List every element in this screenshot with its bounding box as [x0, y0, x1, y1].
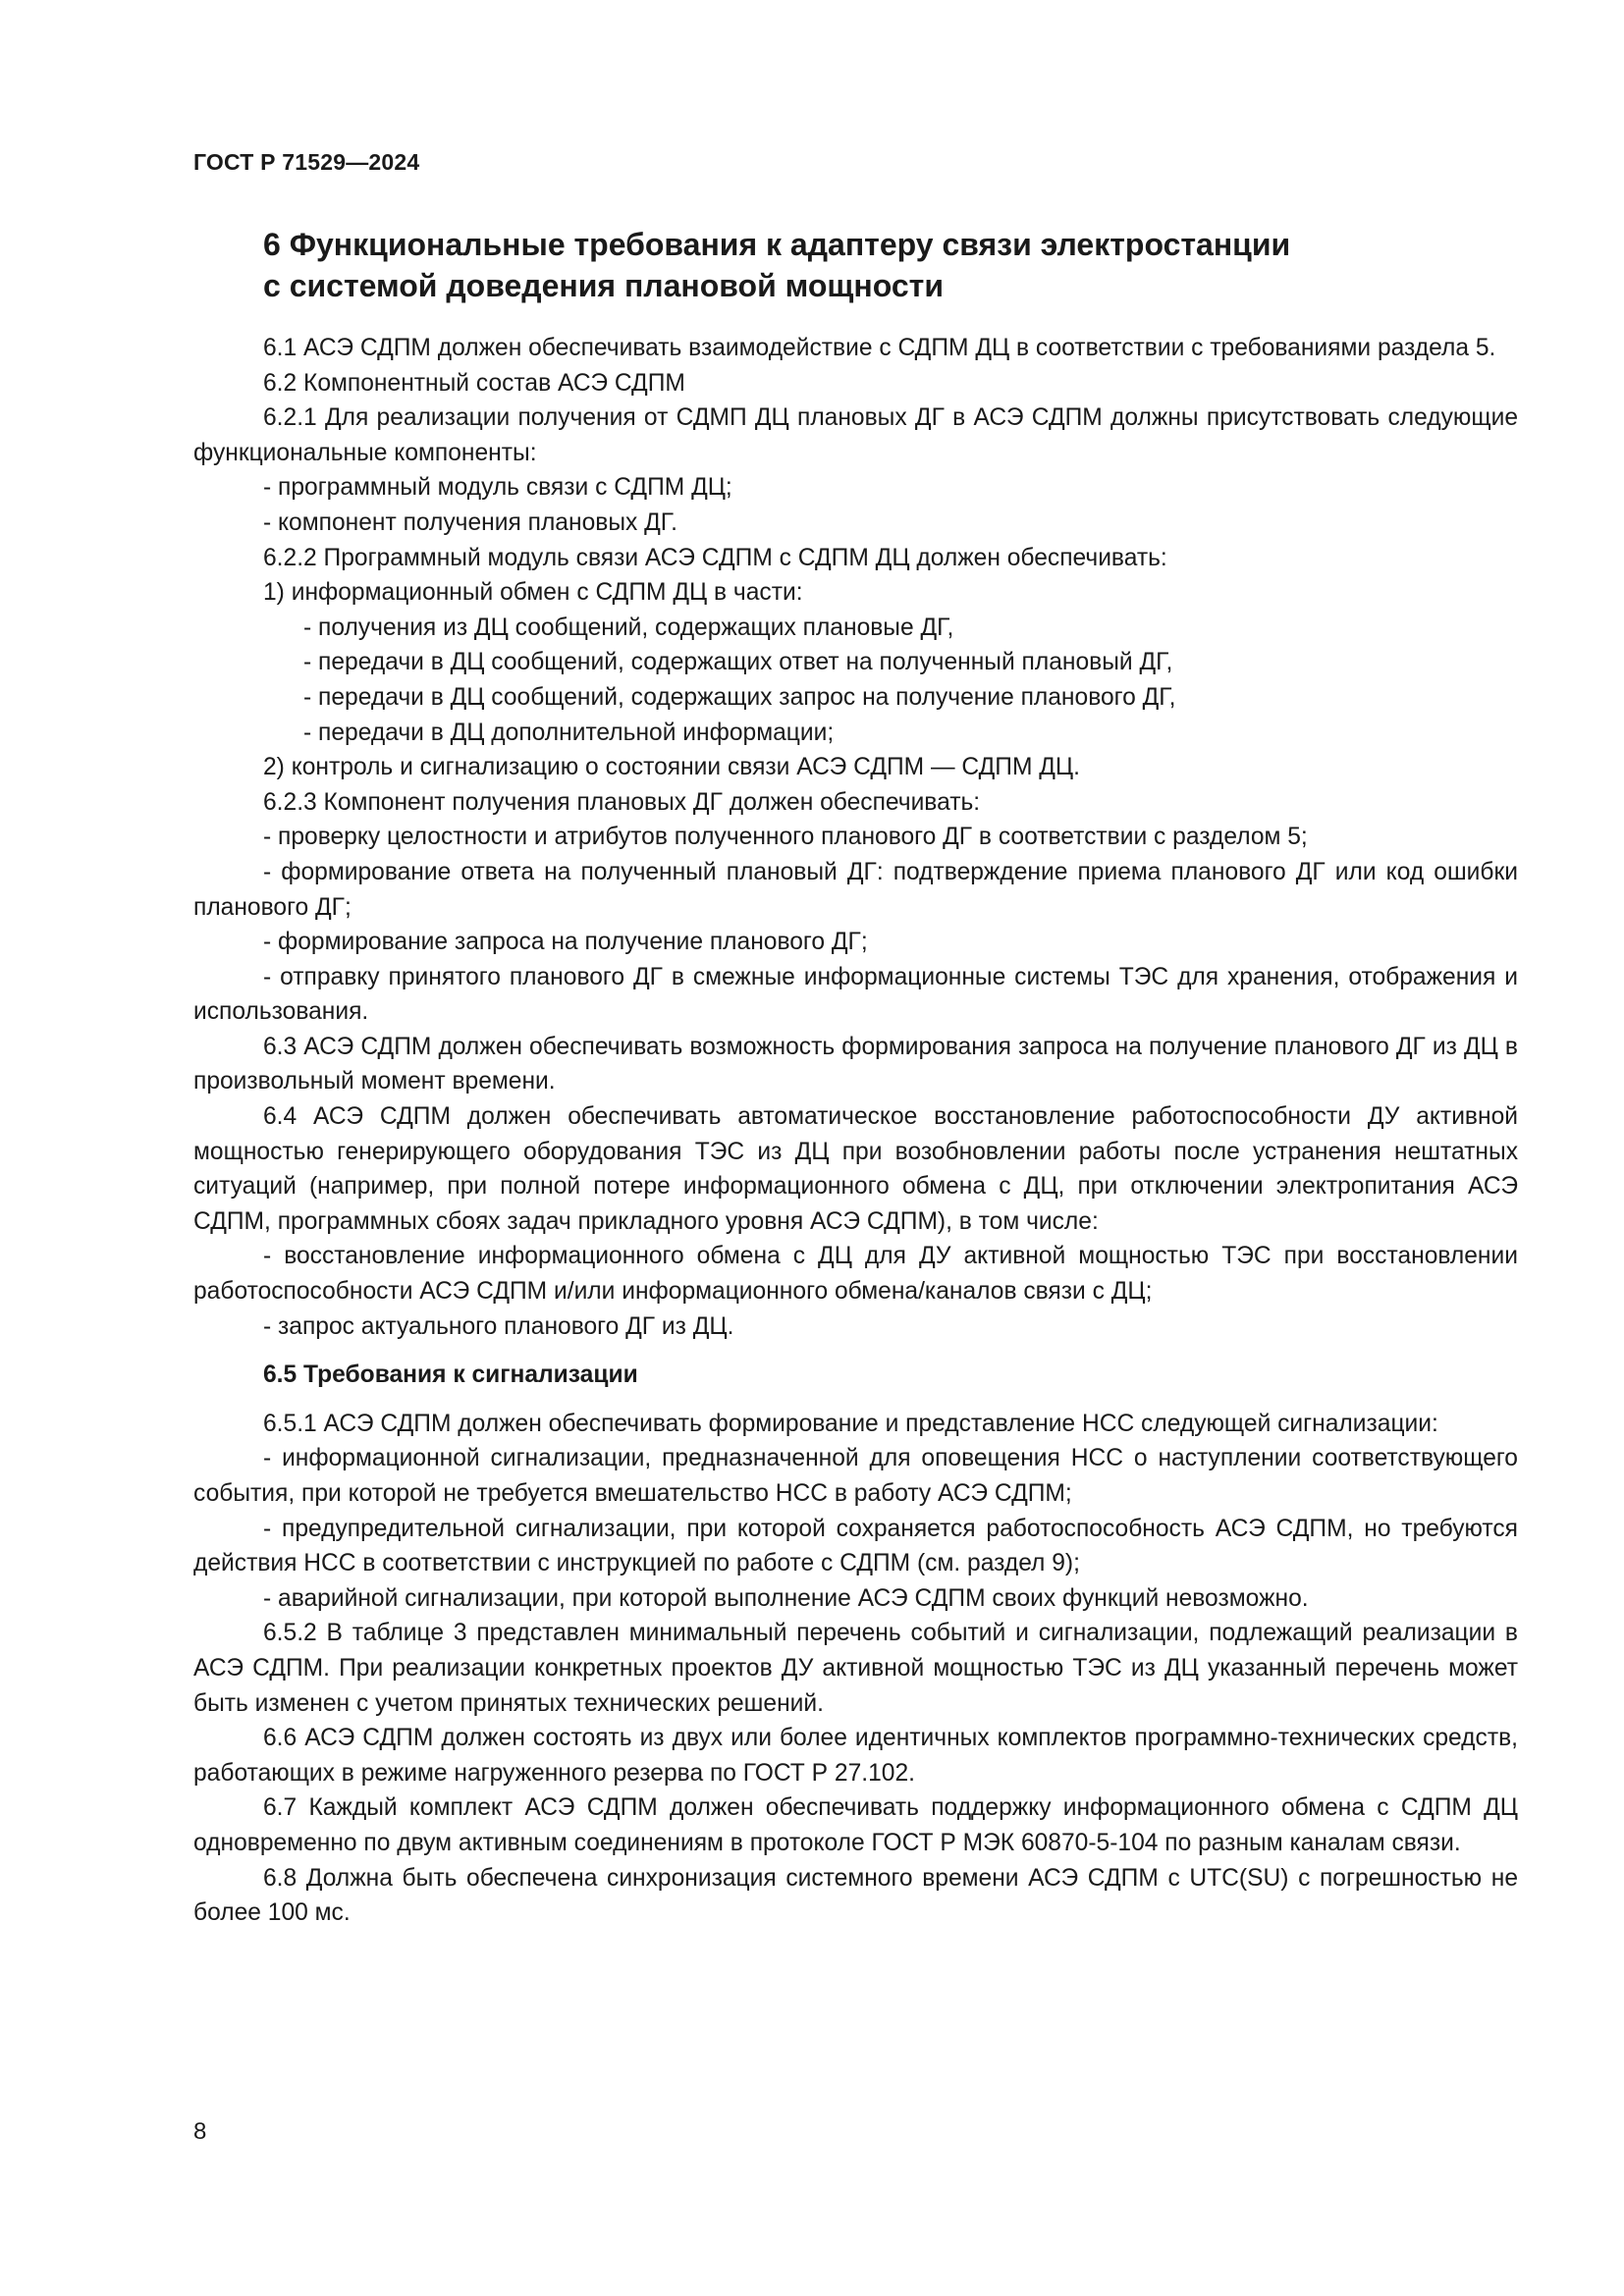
- list-item: - предупредительной сигнализации, при которой сохраняется работоспособность АСЭ СДПМ, но требуются действия НСС в соответствии с инструкцией по работе с СДПМ (см. раздел 9);: [193, 1515, 1518, 1577]
- paragraph-6-5-2: 6.5.2 В таблице 3 представлен минимальный перечень событий и сигнализации, подлежащий реализации в АСЭ СДПМ. При реализации конкретных проектов ДУ активной мощностью ТЭС из ДЦ указанный перечень может быть изменен с учетом принятых технических решений.: [193, 1620, 1518, 1717]
- section-title-line-2: с системой доведения плановой мощности: [263, 268, 945, 303]
- list-item: - аварийной сигнализации, при которой выполнение АСЭ СДПМ своих функций невозможно.: [263, 1584, 1309, 1612]
- paragraph-6-4: 6.4 АСЭ СДПМ должен обеспечивать автоматическое восстановление работоспособности ДУ активной мощностью генерирующего оборудования ТЭС из ДЦ при возобновлении работы после устранения нештатных ситуаций (например, при полной потере информационного обмена с ДЦ, при отключении электропитания АСЭ СДПМ, программных сбоях задач прикладного уровня АСЭ СДПМ), в том числе:: [193, 1103, 1518, 1235]
- paragraph-6-8: 6.8 Должна быть обеспечена синхронизация системного времени АСЭ СДПМ с UTC(SU) с погрешностью не более 100 мс.: [193, 1864, 1518, 1927]
- list-item: - передачи в ДЦ дополнительной информации;: [303, 719, 835, 746]
- paragraph-6-3: 6.3 АСЭ СДПМ должен обеспечивать возможность формирования запроса на получение планового ДГ из ДЦ в произвольный момент времени.: [193, 1033, 1518, 1095]
- list-item: - отправку принятого планового ДГ в смежные информационные системы ТЭС для хранения, отображения и использования.: [193, 963, 1518, 1026]
- list-item: - передачи в ДЦ сообщений, содержащих запрос на получение планового ДГ,: [303, 683, 1176, 711]
- list-item: - получения из ДЦ сообщений, содержащих плановые ДГ,: [303, 614, 954, 641]
- page-number: 8: [193, 2118, 207, 2145]
- numbered-item-2: 2) контроль и сигнализацию о состоянии связи АСЭ СДПМ — СДПМ ДЦ.: [263, 754, 1080, 781]
- list-item: - информационной сигнализации, предназначенной для оповещения НСС о наступлении соответствующего события, при которой не требуется вмешательство НСС в работу АСЭ СДПМ;: [193, 1445, 1518, 1507]
- section-title-line-1: 6 Функциональные требования к адаптеру связи электростанции: [263, 227, 1291, 262]
- section-title: [263, 224, 1481, 306]
- paragraph-6-2: 6.2 Компонентный состав АСЭ СДПМ: [263, 369, 685, 397]
- document-code: ГОСТ Р 71529—2024: [193, 149, 420, 175]
- list-item: - формирование ответа на полученный плановый ДГ: подтверждение приема планового ДГ или код ошибки планового ДГ;: [193, 858, 1518, 921]
- list-item: - восстановление информационного обмена с ДЦ для ДУ активной мощностью ТЭС при восстановлении работоспособности АСЭ СДПМ и/или информационного обмена/каналов связи с ДЦ;: [193, 1243, 1518, 1306]
- list-item: - проверку целостности и атрибутов полученного планового ДГ в соответствии с разделом 5;: [263, 824, 1308, 851]
- list-item: - передачи в ДЦ сообщений, содержащих ответ на полученный плановый ДГ,: [303, 649, 1173, 676]
- paragraph-6-2-1: 6.2.1 Для реализации получения от СДМП ДЦ плановых ДГ в АСЭ СДПМ должны присутствовать следующие функциональные компоненты:: [193, 404, 1518, 466]
- paragraph-6-2-3: 6.2.3 Компонент получения плановых ДГ должен обеспечивать:: [263, 788, 981, 816]
- subsection-title-6-5: 6.5 Требования к сигнализации: [263, 1362, 638, 1389]
- numbered-item-1: 1) информационный обмен с СДПМ ДЦ в части:: [263, 579, 803, 607]
- paragraph-6-6: 6.6 АСЭ СДПМ должен состоять из двух или более идентичных комплектов программно-технических средств, работающих в режиме нагруженного резерва по ГОСТ Р 27.102.: [193, 1725, 1518, 1787]
- document-body: [193, 331, 1518, 1931]
- paragraph-6-5-1: 6.5.1 АСЭ СДПМ должен обеспечивать формирование и представление НСС следующей сигнализации:: [263, 1410, 1438, 1437]
- paragraph-6-7: 6.7 Каждый комплект АСЭ СДПМ должен обеспечивать поддержку информационного обмена с СДПМ ДЦ одновременно по двум активным соединениям в протоколе ГОСТ Р МЭК 60870-5-104 по разным каналам связи.: [193, 1794, 1518, 1856]
- list-item: - компонент получения плановых ДГ.: [263, 508, 677, 536]
- paragraph-6-1: 6.1 АСЭ СДПМ должен обеспечивать взаимодействие с СДПМ ДЦ в соответствии с требованиями раздела 5.: [263, 335, 1496, 361]
- list-item: - формирование запроса на получение планового ДГ;: [263, 929, 868, 956]
- list-item: - программный модуль связи с СДПМ ДЦ;: [263, 474, 732, 502]
- paragraph-6-2-2: 6.2.2 Программный модуль связи АСЭ СДПМ с СДПМ ДЦ должен обеспечивать:: [263, 544, 1167, 571]
- list-item: - запрос актуального планового ДГ из ДЦ.: [263, 1312, 734, 1340]
